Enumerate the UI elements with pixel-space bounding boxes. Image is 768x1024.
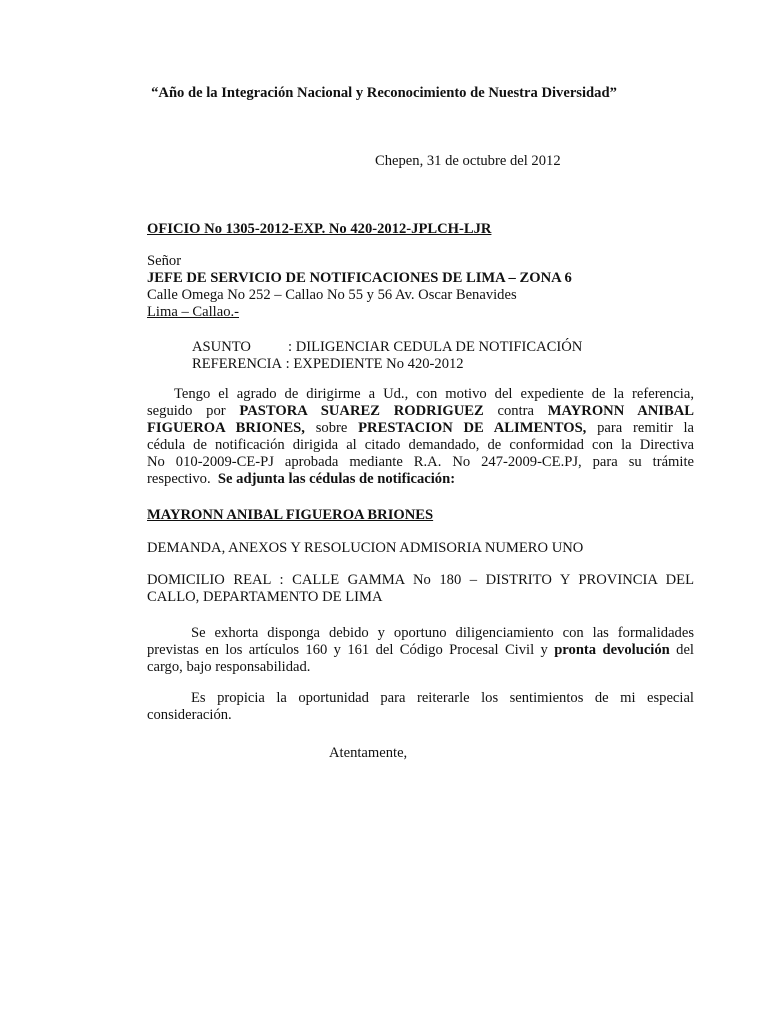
referencia-row bbox=[192, 356, 582, 373]
text-run: contra bbox=[497, 403, 534, 419]
paragraph-line: DOMICILIO REAL : CALLE GAMMA No 180 – DISTRITO Y PROVINCIA DEL bbox=[147, 572, 694, 588]
recipient-title: JEFE DE SERVICIO DE NOTIFICACIONES DE LIMA – ZONA 6 bbox=[147, 270, 572, 286]
paragraph-line: CALLO, DEPARTAMENTO DE LIMA bbox=[147, 589, 383, 605]
text-run: respectivo. bbox=[147, 471, 211, 487]
paragraph-line: No 010-2009-CE-PJ aprobada mediante R.A. No 247-2009-CE.PJ, para su trámite bbox=[147, 454, 694, 470]
defendant-heading: MAYRONN ANIBAL FIGUEROA BRIONES bbox=[147, 507, 434, 523]
attachments-line bbox=[147, 540, 694, 557]
paragraph-line: cédula de notificación dirigida al citado demandado, de conformidad con la Directiva bbox=[147, 437, 694, 453]
text-run: sobre bbox=[315, 420, 348, 436]
recipient-address bbox=[147, 253, 707, 321]
subject-block bbox=[192, 339, 582, 373]
paragraph-line bbox=[147, 403, 694, 420]
asunto-value: : DILIGENCIAR CEDULA DE NOTIFICACIÓN bbox=[288, 339, 583, 355]
defendant-name-part: MAYRONN ANIBAL bbox=[547, 403, 694, 419]
case-subject: PRESTACION DE ALIMENTOS, bbox=[358, 420, 587, 436]
oficio-reference: OFICIO No 1305-2012-EXP. No 420-2012-JPLCH-LJR bbox=[147, 221, 492, 237]
text-run: seguido por bbox=[147, 403, 226, 419]
referencia-label: REFERENCIA bbox=[192, 356, 282, 372]
closing-line: Atentamente, bbox=[329, 745, 408, 761]
prompt-return-phrase: pronta devolución bbox=[554, 642, 670, 658]
paragraph-line: Es propicia la oportunidad para reiterarle los sentimientos de mi especial bbox=[191, 690, 694, 706]
date-line: Chepen, 31 de octubre del 2012 bbox=[375, 153, 561, 169]
paragraph-line: cargo, bajo responsabilidad. bbox=[147, 659, 311, 675]
official-motto: “Año de la Integración Nacional y Reconocimiento de Nuestra Diversidad” bbox=[151, 85, 617, 101]
asunto-row bbox=[192, 339, 582, 356]
paragraph-line bbox=[147, 420, 694, 437]
city-line: Lima – Callao.- bbox=[147, 304, 239, 320]
paragraph-line bbox=[147, 471, 694, 488]
body-paragraph-2 bbox=[147, 625, 694, 676]
asunto-label: ASUNTO bbox=[192, 339, 251, 355]
referencia-value: : EXPEDIENTE No 420-2012 bbox=[285, 356, 464, 372]
attachment-note: Se adjunta las cédulas de notificación: bbox=[217, 471, 456, 487]
body-paragraph-1 bbox=[147, 386, 694, 488]
paragraph-line: Se exhorta disponga debido y oportuno diligenciamiento con las formalidades bbox=[191, 625, 694, 641]
domicilio-block bbox=[147, 572, 694, 606]
plaintiff-name: PASTORA SUAREZ RODRIGUEZ bbox=[239, 403, 484, 419]
paragraph-line: Tengo el agrado de dirigirme a Ud., con motivo del expediente de la referencia, bbox=[174, 386, 694, 402]
text-run: previstas en los artículos 160 y 161 del Código Procesal Civil y bbox=[147, 642, 548, 658]
paragraph-line: consideración. bbox=[147, 707, 232, 723]
paragraph-line: DEMANDA, ANEXOS Y RESOLUCION ADMISORIA NUMERO UNO bbox=[147, 540, 584, 556]
salutation: Señor bbox=[147, 253, 182, 269]
text-run: del bbox=[676, 642, 694, 658]
defendant-name-part: FIGUEROA BRIONES, bbox=[147, 420, 305, 436]
street-address: Calle Omega No 252 – Callao No 55 y 56 Av. Oscar Benavides bbox=[147, 287, 517, 303]
body-paragraph-3 bbox=[147, 690, 694, 724]
text-run: para remitir la bbox=[597, 420, 695, 436]
paragraph-line bbox=[147, 642, 694, 659]
